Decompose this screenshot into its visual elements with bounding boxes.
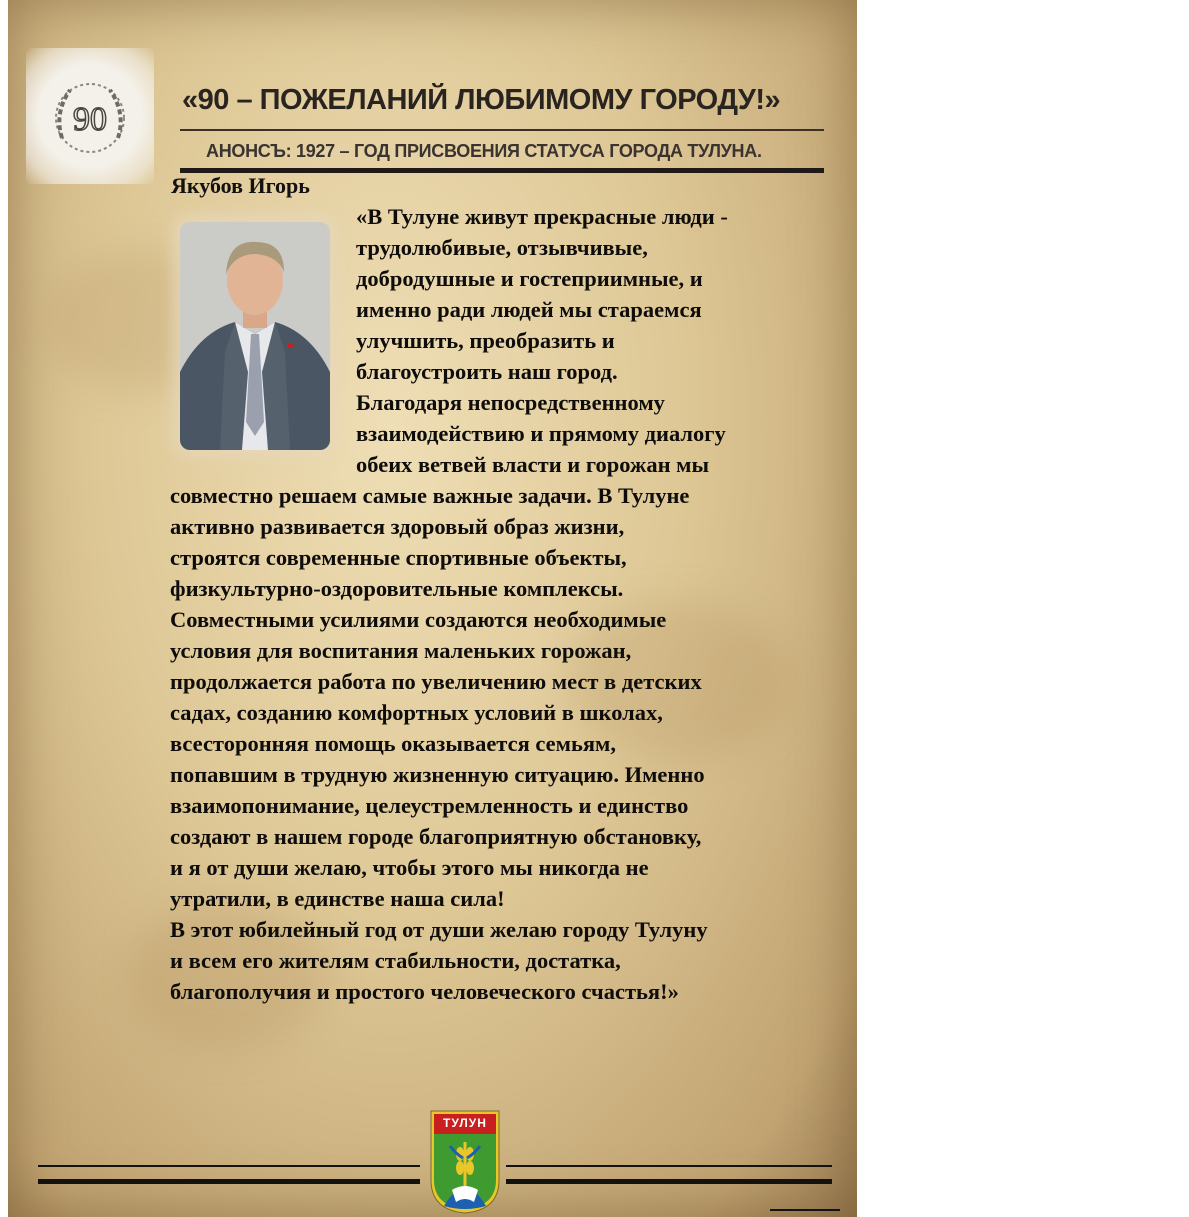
body-line: В этот юбилейный год от души желаю городу Тулуну [170,917,708,942]
body-line: физкультурно-оздоровительные комплексы. [170,576,624,601]
page-title: «90 – ПОЖЕЛАНИЙ ЛЮБИМОМУ ГОРОДУ!» [182,84,781,116]
body-line: создают в нашем городе благоприятную обстановку, [170,824,702,849]
quote-line: Благодаря непосредственному [356,390,665,415]
anniversary-emblem [26,48,154,184]
footer-divider [38,1165,420,1167]
footer-divider-thick [38,1179,420,1184]
author-name: Якубов Игорь [171,173,310,198]
page-subtitle: АНОНСЪ: 1927 – ГОД ПРИСВОЕНИЯ СТАТУСА ГОРОДА ТУЛУНА. [206,141,762,161]
footer-divider [506,1165,832,1167]
poster-background [8,0,857,1217]
body-line: активно развивается здоровый образ жизни, [170,514,625,539]
quote-line: благоустроить наш город. [356,359,618,384]
body-line: условия для воспитания маленьких горожан, [170,638,632,663]
quote-body [170,480,810,1007]
quote-line: улучшить, преобразить и [356,328,615,353]
header-divider [180,129,824,131]
quote-line: взаимодействию и прямому диалогу [356,421,726,446]
body-line: утратили, в единстве наша сила! [170,886,505,911]
body-line: и я от души желаю, чтобы этого мы никогда не [170,855,649,880]
laurel-wreath-icon [40,68,140,168]
body-line: всесторонняя помощь оказывается семьям, [170,731,617,756]
quote-line: добродушные и гостеприимные, и [356,266,703,291]
body-line: совместно решаем самые важные задачи. В Тулуне [170,483,690,508]
body-line: и всем его жителям стабильности, достатка, [170,948,621,973]
footer-divider-thick [506,1179,832,1184]
quote-line: именно ради людей мы стараемся [356,297,702,322]
footer-divider [770,1209,840,1211]
city-coat-of-arms [430,1110,500,1214]
body-line: Совместными усилиями создаются необходимые [170,607,667,632]
quote-line: трудолюбивые, отзывчивые, [356,235,648,260]
coat-of-arms-label: ТУЛУН [443,1116,487,1130]
quote-intro [356,201,796,480]
body-line: благополучия и простого человеческого счастья!» [170,979,679,1004]
author-portrait [180,222,330,450]
body-line: садах, созданию комфортных условий в школах, [170,700,663,725]
quote-line: обеих ветвей власти и горожан мы [356,452,710,477]
body-line: продолжается работа по увеличению мест в детских [170,669,702,694]
emblem-number: 90 [73,101,107,138]
body-line: взаимопонимание, целеустремленность и единство [170,793,689,818]
body-line: строятся современные спортивные объекты, [170,545,627,570]
quote-line: «В Тулуне живут прекрасные люди - [356,204,728,229]
body-line: попавшим в трудную жизненную ситуацию. Именно [170,762,705,787]
